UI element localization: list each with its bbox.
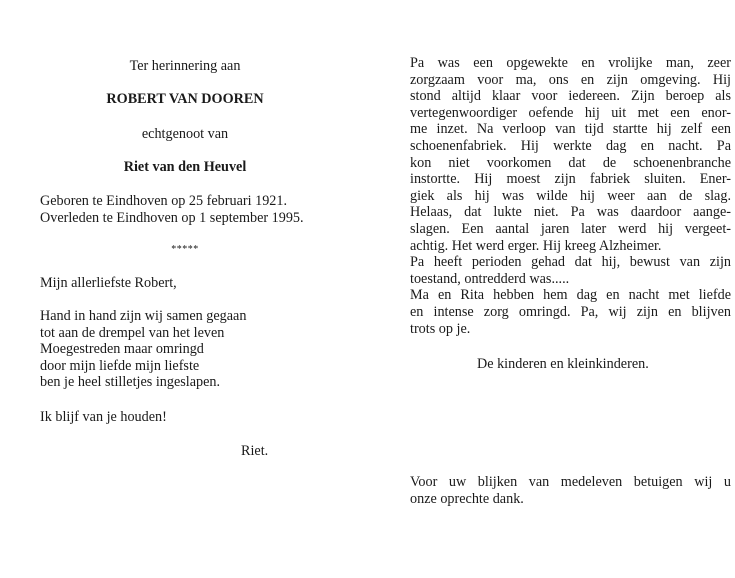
text-line: en intense zorg omringd. Pa, wij zijn en blijven <box>410 303 731 320</box>
poem-line: Moegestreden maar omringd <box>40 341 204 358</box>
text-line: vertegenwoordiger oefende hij uit met een enor- <box>410 104 731 121</box>
separator-stars: ***** <box>171 244 199 255</box>
text-line: Pa heeft perioden gehad dat hij, bewust van zijn <box>410 254 731 271</box>
text-line: trots op je. <box>410 320 471 337</box>
spouse-name: Riet van den Heuvel <box>123 159 247 175</box>
closing-line: Ik blijf van je houden! <box>40 409 167 425</box>
text-line: Ma en Rita hebben hem dag en nacht met liefde <box>410 287 731 304</box>
poem-line: tot aan de drempel van het leven <box>40 324 225 341</box>
text-line: Helaas, dat lukte niet. Pa was daardoor aange- <box>410 204 731 221</box>
poem-line: door mijn liefde mijn liefste <box>40 357 200 374</box>
text-line: zorgzaam voor ma, ons en zijn omgeving. Hij <box>410 71 731 88</box>
family-signoff: De kinderen en kleinkinderen. <box>477 356 649 372</box>
signature: Riet. <box>241 443 269 459</box>
dates-block <box>40 193 304 226</box>
text-line: stond altijd klaar voor iedereen. Zijn beroep als <box>410 88 731 105</box>
text-line: achtig. Het werd erger. Hij kreeg Alzheimer. <box>410 237 662 254</box>
poem <box>40 308 246 391</box>
salutation: Mijn allerliefste Robert, <box>40 275 177 291</box>
thanks-text <box>410 474 731 507</box>
birth-line: Geboren te Eindhoven op 25 februari 1921. <box>40 193 288 209</box>
text-line: toestand, ontredderd was..... <box>410 270 570 287</box>
thanks-line: onze oprechte dank. <box>410 490 524 507</box>
intro-text: Ter herinnering aan <box>129 58 241 74</box>
relation-text: echtgenoot van <box>141 126 229 142</box>
deceased-name: ROBERT VAN DOOREN <box>106 91 264 107</box>
text-line: giek als hij was wilde hij weer aan de slag. <box>410 187 731 204</box>
poem-line: Hand in hand zijn wij samen gegaan <box>40 308 247 324</box>
text-line: schoenenfabriek. Hij werkte dag en nacht. Pa <box>410 137 731 154</box>
thanks-line: Voor uw blijken van medeleven betuigen wij u <box>410 474 731 490</box>
text-line: slagen. Een aantal jaren later werd hij vergeet- <box>410 220 731 237</box>
text-line: me inzet. Na verloop van tijd startte hij zelf een <box>410 121 731 138</box>
tribute-text <box>410 55 731 337</box>
poem-line: ben je heel stilletjes ingeslapen. <box>40 374 221 391</box>
text-line: Pa was een opgewekte en vrolijke man, zeer <box>410 55 731 71</box>
text-line: instortte. Hij moest zijn fabriek sluiten. Ener- <box>410 171 731 188</box>
text-line: kon niet voorkomen dat de schoenenbranche <box>410 154 731 171</box>
death-line: Overleden te Eindhoven op 1 september 1995. <box>40 209 304 226</box>
